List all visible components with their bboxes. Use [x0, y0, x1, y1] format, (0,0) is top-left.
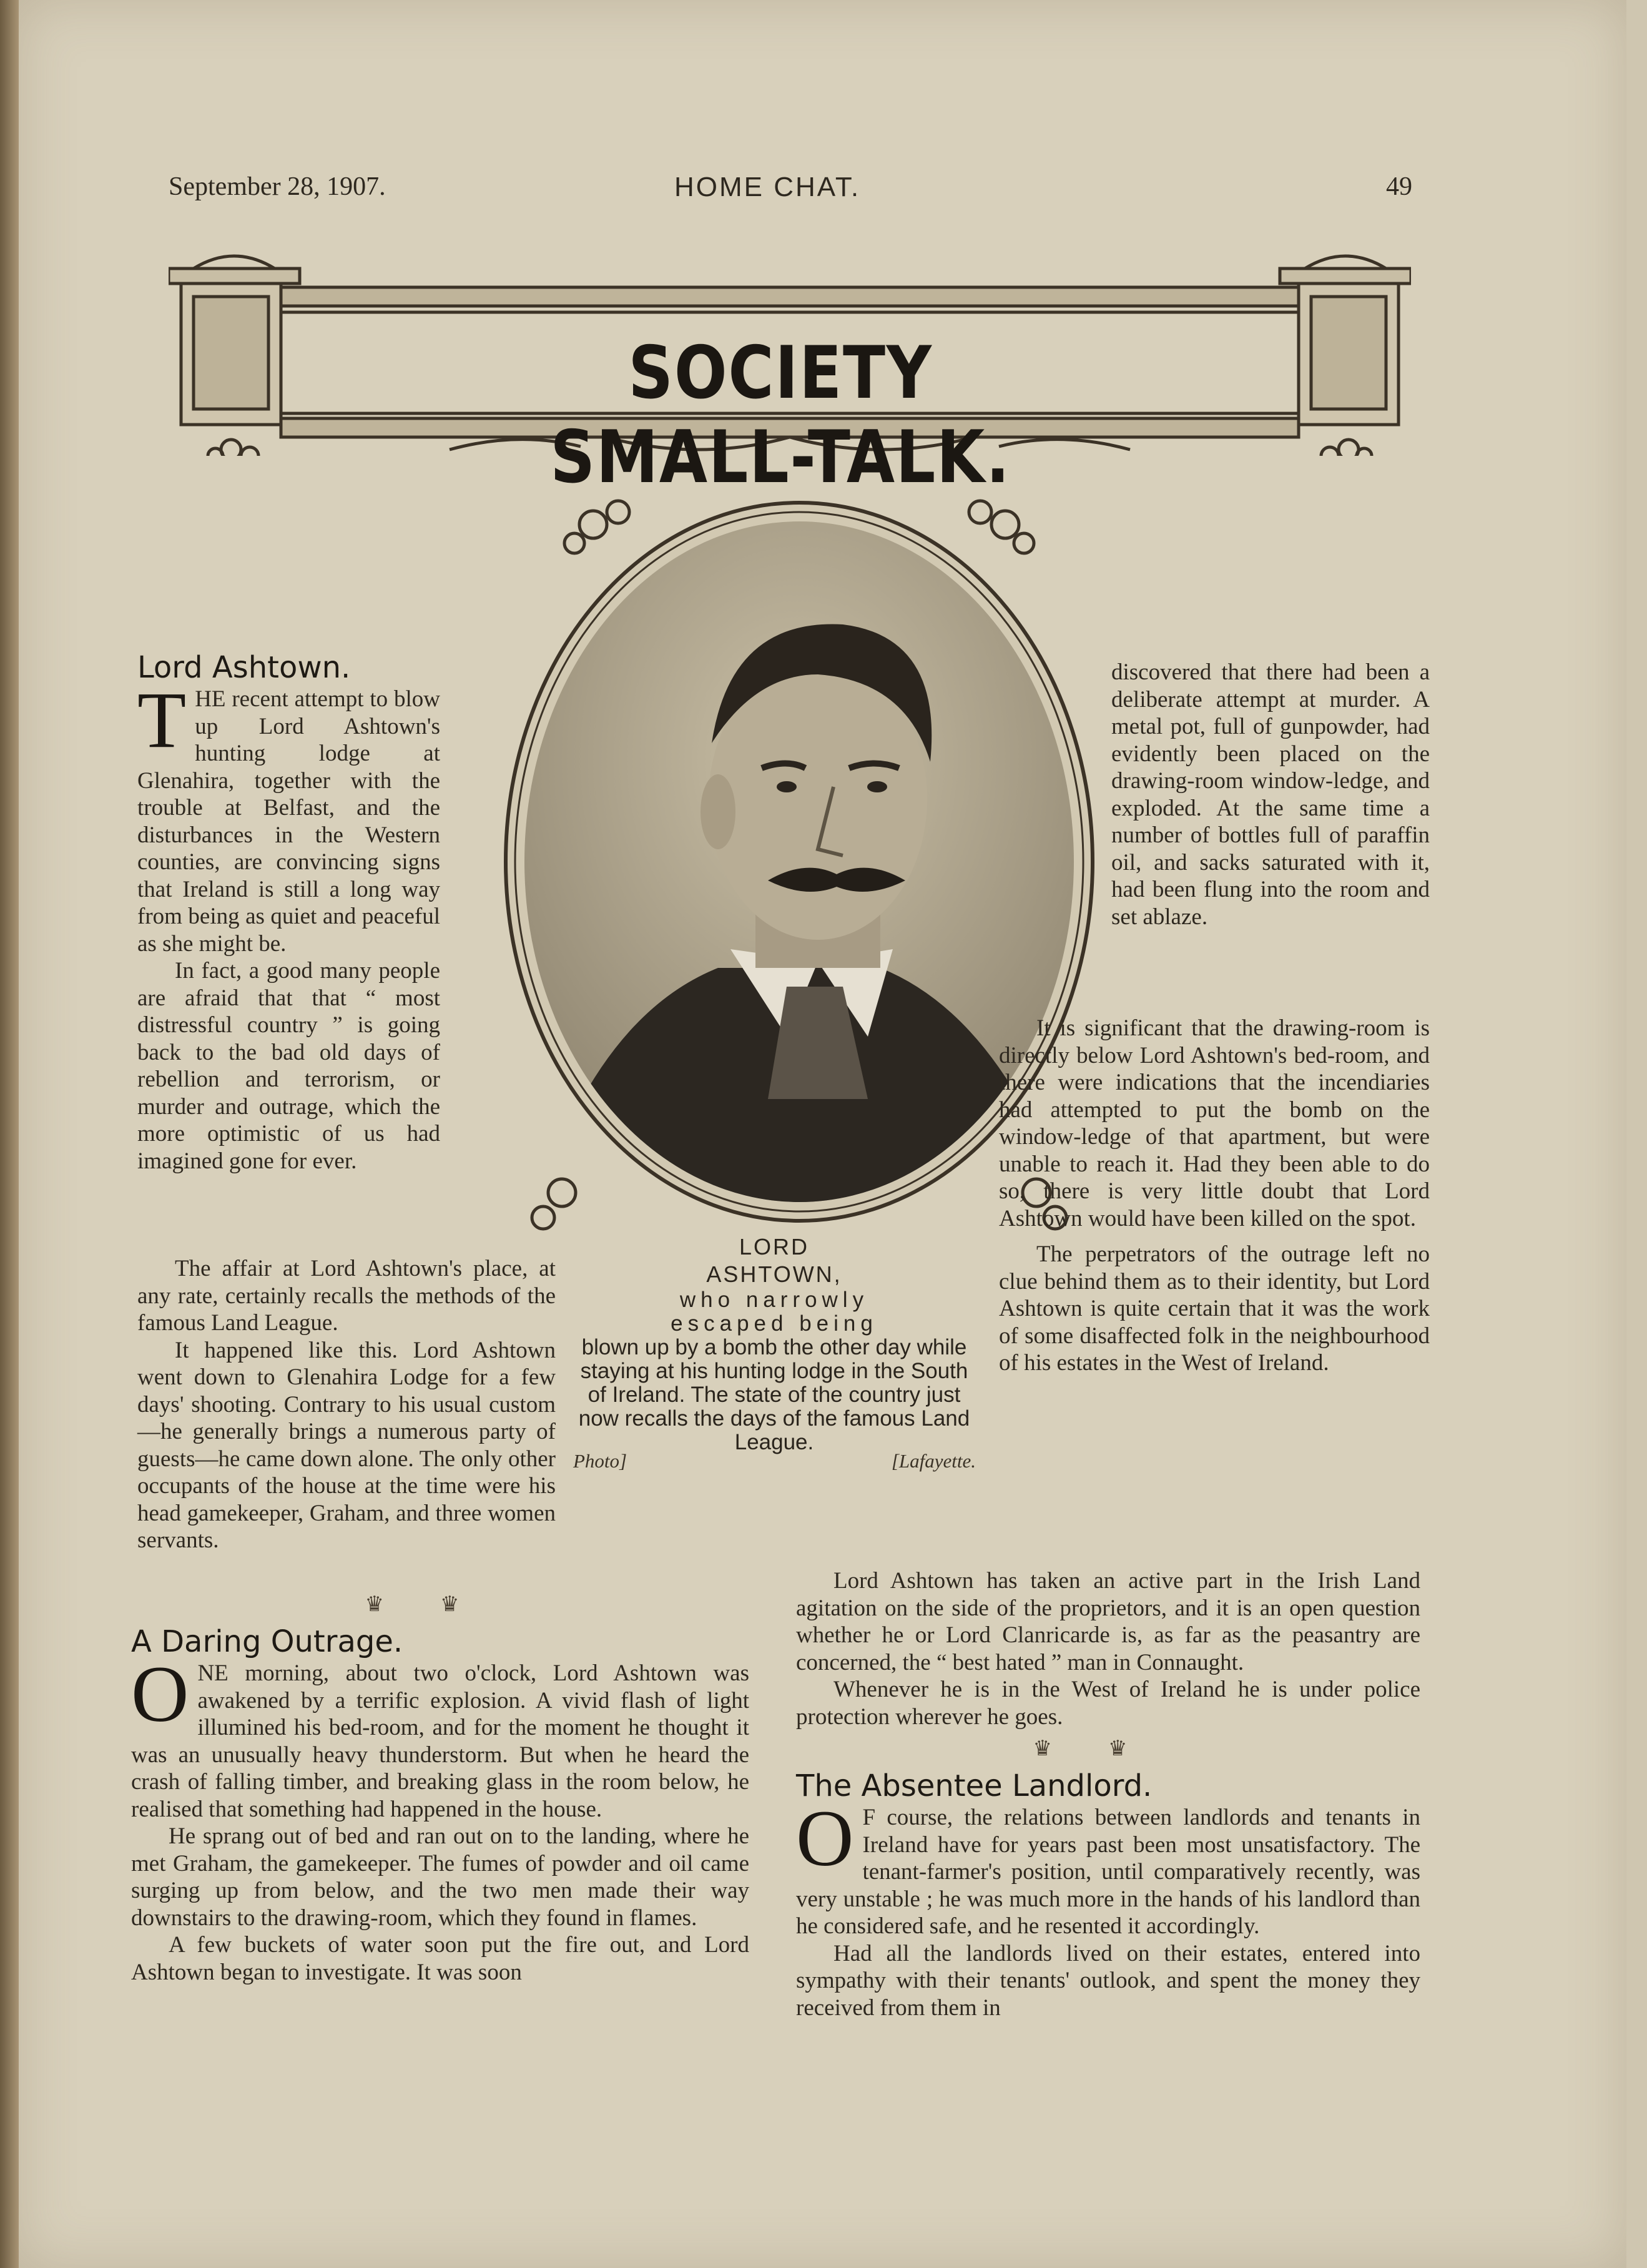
magazine-title: HOME CHAT. [674, 172, 861, 202]
absentee-p1: F course, the relations between landlords and tenants in Ireland have for years past been most unsatisfactory. The tenant-farmer's position, until comparatively recently, was very unstable ; he was much more in the hands of his landlord than he considered safe, and he resented it accordingly. [796, 1805, 1420, 1939]
column-right-mid [999, 1015, 1430, 1377]
dropcap-t: T [137, 676, 187, 764]
caption-line-a: who narrowly [679, 1288, 869, 1312]
section-divider-ornament-2: ♛♛ [1033, 1737, 1184, 1760]
issue-date: September 28, 1907. [169, 172, 386, 201]
absentee-p2: Had all the landlords lived on their estates, entered into sympathy with their tenants' outlook, and spent the money they received from them in [796, 1940, 1420, 2021]
dropcap-o: O [131, 1650, 189, 1738]
daring-outrage-p2: He sprang out of bed and ran out on to the landing, where he met Graham, the gamekeeper. The fumes of powder and oil came surging up from below, and the two men made their way downstairs to the drawing-room, which they found in flames. [131, 1823, 749, 1931]
credit-right: [Lafayette. [891, 1450, 976, 1472]
right-p4: Lord Ashtown has taken an active part in the Irish Land agitation on the side of the proprietors, and it is an open question whether he or Lord Clanricarde is, as far as the peasantry are concerned, the “ best hated ” man in Connaught. [796, 1568, 1420, 1675]
daring-outrage-p3: A few buckets of water soon put the fire out, and Lord Ashtown began to investigate. It was soon [131, 1932, 749, 1985]
heading-daring-outrage: A Daring Outrage. [131, 1624, 403, 1659]
daring-outrage-p1: NE morning, about two o'clock, Lord Ashtown was awakened by a terrific explosion. A vivid flash of light illumined his bed-room, and for the moment he thought it was an unusually heavy thunderstorm. But when he heard the crash of falling timber, and breaking glass in the room below, he realised that something had happened in the house. [131, 1660, 749, 1822]
section-divider-ornament: ♛♛ [365, 1593, 516, 1616]
credit-left: Photo] [573, 1450, 627, 1472]
dropcap-o-2: O [796, 1794, 854, 1883]
right-p5: Whenever he is in the West of Ireland he is under police protection wherever he goes. [796, 1677, 1420, 1730]
photo-credit [573, 1450, 976, 1472]
column-lord-ashtown-mid [137, 1255, 556, 1554]
right-p1: discovered that there had been a deliberate attempt at murder. A metal pot, full of gunpowder, had evidently been placed on the drawing-room window-ledge, and exploded. At the same time a number of bottles full of paraffin oil, and sacks saturated with it, had been flung into the room and set ablaze. [1111, 659, 1430, 930]
section-title: SOCIETY SMALL-TALK. [550, 331, 1011, 500]
lord-ashtown-p1: HE recent attempt to blow up Lord Ashtown's hunting lodge at Glenahira, together with the trouble at Belfast, and the disturbances in the Western counties, are convincing signs that Ireland is still a long way from being as quiet and peaceful as she might be. [137, 686, 440, 957]
caption-name-line2: ASHTOWN, [706, 1261, 842, 1287]
column-daring-outrage [131, 1586, 749, 1986]
title-banner [169, 250, 1411, 500]
column-right-top [1111, 659, 1430, 930]
right-p3: The perpetrators of the outrage left no clue behind them as to their identity, but Lord Ashtown is quite certain that it was the work of some disaffected folk in the neighbourhood of his estates in the West of Ireland. [999, 1241, 1430, 1376]
column-right-bottom [796, 1567, 1420, 2021]
page-number: 49 [1386, 172, 1412, 201]
lord-ashtown-p4: It happened like this. Lord Ashtown went down to Glenahira Lodge for a few days' shooting. Contrary to his usual custom—he generally brings a numerous party of guests—he came down alone. The only other occupants of the house at the time were his head gamekeeper, Graham, and three women servants. [137, 1337, 556, 1553]
heading-absentee-landlord: The Absentee Landlord. [796, 1768, 1153, 1803]
heading-lord-ashtown: Lord Ashtown. [137, 650, 351, 685]
caption-name-line1: LORD [739, 1234, 810, 1260]
column-lord-ashtown-top [137, 649, 440, 1175]
right-p2: It is significant that the drawing-room is directly below Lord Ashtown's bed-room, and there were indications that the incendiaries had attempted to put the bomb on the window-ledge of that apartment, but were unable to reach it. Had they been able to do so, there is very little doubt that Lord Ashtown would have been killed on the spot. [999, 1015, 1430, 1231]
caption-line-b: escaped being [671, 1311, 878, 1336]
lord-ashtown-p2: In fact, a good many people are afraid that that “ most distressful country ” is going back to the bad old days of rebellion and terrorism, or murder and outrage, which the more optimistic of us had imagined gone for ever. [137, 958, 440, 1174]
caption-body: blown up by a bomb the other day while staying at his hunting lodge in the South of Ireland. The state of the country just now recalls the days of the famous Land League. [578, 1335, 970, 1454]
portrait-caption [571, 1233, 977, 1454]
binding-spine [0, 0, 19, 2268]
lord-ashtown-p3: The affair at Lord Ashtown's place, at any rate, certainly recalls the methods of the famous Land League. [137, 1256, 556, 1336]
